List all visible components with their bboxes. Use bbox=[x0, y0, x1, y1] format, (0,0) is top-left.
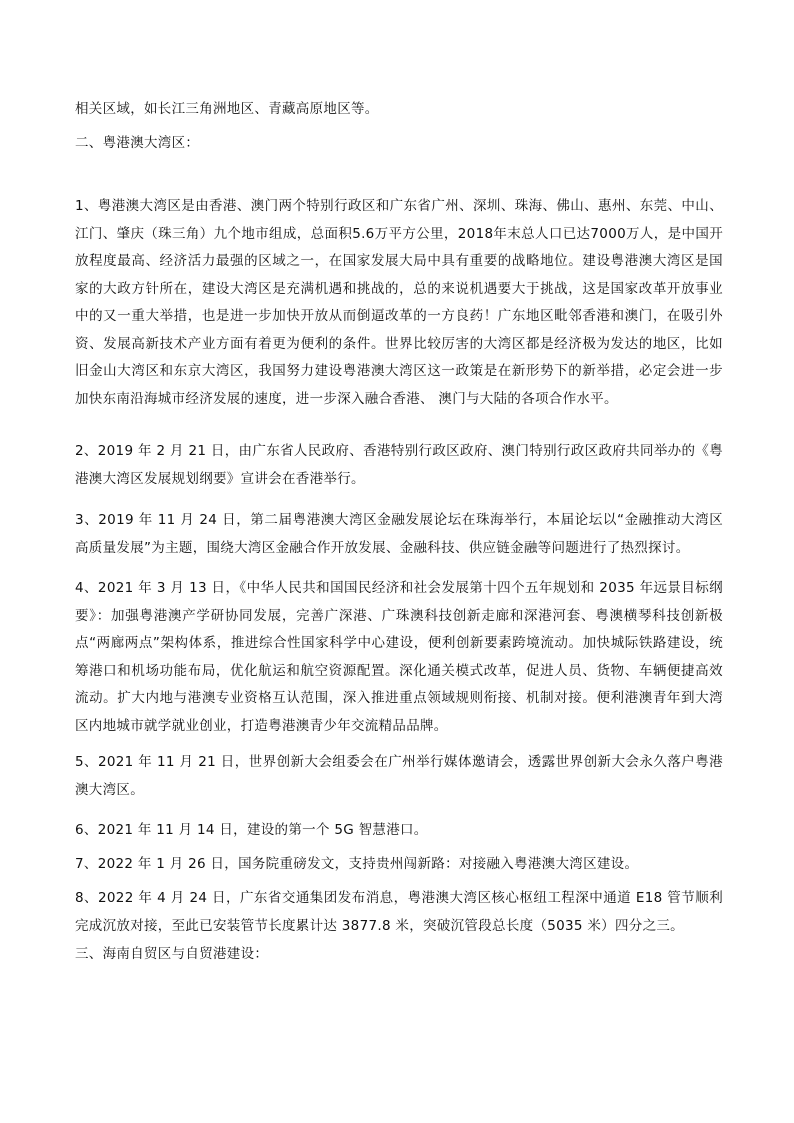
list-item-5: 5、2021 年 11 月 21 日，世界创新大会组委会在广州举行媒体邀请会，透露世界创新大会永久落户粤港澳大湾区。 bbox=[75, 754, 723, 798]
list-item-3: 3、2019 年 11 月 24 日，第二届粤港澳大湾区金融发展论坛在珠海举行，本届论坛以“金融推动大湾区高质量发展”为主题，围绕大湾区金融合作开放发展、金融科技、供应链金融等问题进行了热烈探讨。 bbox=[75, 512, 723, 556]
list-item-2: 2、2019 年 2 月 21 日，由广东省人民政府、香港特别行政区政府、澳门特别行政区政府共同举办的《粤港澳大湾区发展规划纲要》宣讲会在香港举行。 bbox=[75, 443, 723, 487]
list-item-8: 8、2022 年 4 月 24 日，广东省交通集团发布消息，粤港澳大湾区核心枢纽工程深中通道 E18 管节顺利完成沉放对接，至此已安装管节长度累计达 3877.8 米，突破沉管段总长度（5035 米）四分之三。 bbox=[75, 890, 723, 934]
section-heading-greater-bay-area: 二、粤港澳大湾区： bbox=[75, 135, 200, 151]
document-page bbox=[75, 0, 723, 1123]
list-item-4: 4、2021 年 3 月 13 日，《中华人民共和国国民经济和社会发展第十四个五年规划和 2035 年远景目标纲要》：加强粤港澳产学研协同发展，完善广深港、广珠澳科技创新走廊和深港河套、粤澳横琴科技创新极点“两廊两点”架构体系，推进综合性国家科学中心建设，便利创新要素跨境流动。加快城际铁路建设，统筹港口和机场功能布局，优化航运和航空资源配置。深化通关模式改革，促进人员、货物、车辆便捷高效流动。扩大内地与港澳专业资格互认范围，深入推进重点领域规则衔接、机制对接。便利港澳青年到大湾区内地城市就学就业创业，打造粤港澳青少年交流精品品牌。 bbox=[75, 580, 723, 734]
list-item-7: 7、2022 年 1 月 26 日，国务院重磅发文，支持贵州闯新路：对接融入粤港澳大湾区建设。 bbox=[75, 856, 639, 872]
list-item-6: 6、2021 年 11 月 14 日，建设的第一个 5G 智慧港口。 bbox=[75, 822, 428, 838]
list-item-1: 1、粤港澳大湾区是由香港、澳门两个特别行政区和广东省广州、深圳、珠海、佛山、惠州、东莞、中山、江门、肇庆（珠三角）九个地市组成，总面积5.6万平方公里，2018年末总人口已达7000万人，是中国开放程度最高、经济活力最强的区域之一，在国家发展大局中具有重要的战略地位。建设粤港澳大湾区是国家的大政方针所在，建设大湾区是充满机遇和挑战的，总的来说机遇要大于挑战，这是国家改革开放事业中的又一重大举措，也是进一步加快开放从而倒逼改革的一方良药！广东地区毗邻香港和澳门，在吸引外资、发展高新技术产业方面有着更为便利的条件。世界比较厉害的大湾区都是经济极为发达的地区，比如旧金山大湾区和东京大湾区，我国努力建设粤港澳大湾区这一政策是在新形势下的新举措，必定会进一步加快东南沿海城市经济发展的速度，进一步深入融合香港、 澳门与大陆的各项合作水平。 bbox=[75, 198, 723, 407]
section-heading-hainan: 三、海南自贸区与自贸港建设： bbox=[75, 946, 269, 962]
continuation-paragraph: 相关区域，如长江三角洲地区、青藏高原地区等。 bbox=[75, 101, 379, 117]
